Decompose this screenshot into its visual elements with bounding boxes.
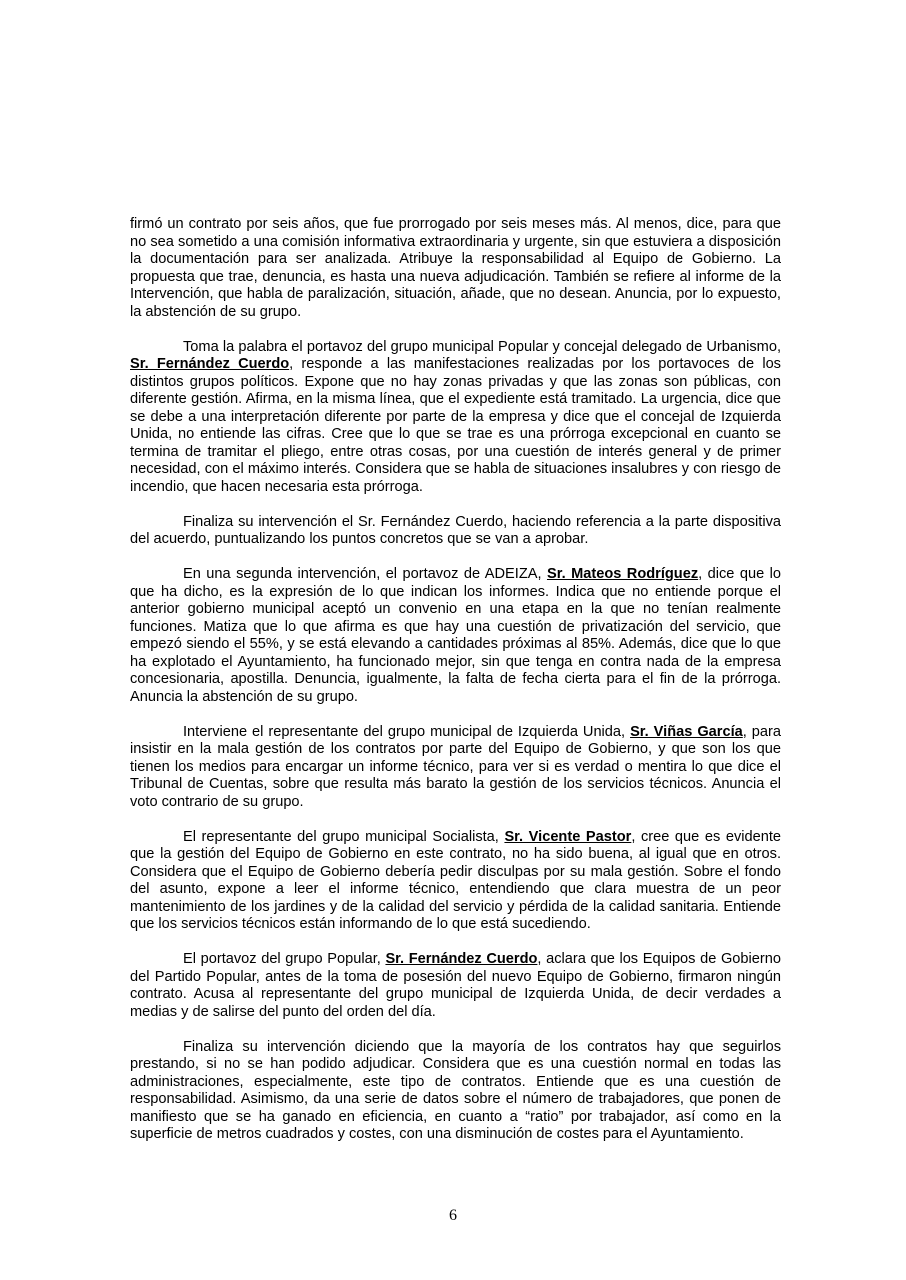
- speaker-name: Sr. Viñas García: [630, 723, 743, 740]
- paragraph-text: , dice que lo que ha dicho, es la expresión de lo que indican los informes. Indica que no entiende porque el anterior gobierno municipal aceptó un convenio en una etapa en la que no tenían realmente funciones. Matiza que lo que afirma es que hay una cuestión de privatización del servicio, que empezó siendo el 55%, y se está elevando a cantidades próximas al 85%. Además, dice que lo que ha explotado el Ayuntamiento, ha funcionado mejor, sin que tenga en contra nada de la empresa concesionaria, apostilla. Denuncia, igualmente, la falta de fecha cierta para el fin de la prórroga. Anuncia la abstención de su grupo.: [130, 566, 781, 705]
- paragraph-text: , aclara que los Equipos de Gobierno del Partido Popular, antes de la toma de posesión del nuevo Equipo de Gobierno, firmaron ningún contrato. Acusa al representante del grupo municipal de Izquierda Unida, de decir verdades a medias y de salirse del punto del orden del día.: [130, 951, 781, 1020]
- paragraph-text: Toma la palabra el portavoz del grupo municipal Popular y concejal delegado de Urbanismo,: [183, 338, 781, 355]
- paragraph-text: Interviene el representante del grupo municipal de Izquierda Unida,: [183, 723, 631, 740]
- speaker-name: Sr. Mateos Rodríguez: [546, 566, 699, 582]
- paragraph-fernandez-cuerdo-3: [130, 951, 781, 1021]
- document-body: [130, 216, 781, 1161]
- paragraph-text: El portavoz del grupo Popular,: [183, 951, 386, 967]
- paragraph-fernandez-cuerdo-1: [130, 339, 781, 497]
- paragraph-fernandez-cuerdo-4: [130, 1039, 781, 1144]
- paragraph-text: El representante del grupo municipal Socialista,: [183, 828, 505, 845]
- speaker-name: Sr. Fernández Cuerdo: [385, 951, 538, 967]
- speaker-name: Sr. Fernández Cuerdo: [130, 356, 290, 372]
- paragraph-mateos-rodriguez: [130, 566, 781, 706]
- paragraph-text: firmó un contrato por seis años, que fue prorrogado por seis meses más. Al menos, dice, para que no sea sometido a una comisión informativa extraordinaria y urgente, sin que estuviera a disposición la documentación para ser analizada. Atribuye la responsabilidad al Equipo de Gobierno. La propuesta que trae, denuncia, es hasta una nueva adjudicación. También se refiere al informe de la Intervención, que habla de paralización, situación, añade, que no desean. Anuncia, por lo expuesto, la abstención de su grupo.: [130, 216, 781, 320]
- paragraph-text: , para insistir en la mala gestión de los contratos por parte del Equipo de Gobierno, y que son los que tienen los medios para encargar un informe técnico, para ver si es verdad o mentira lo que dice el Tribunal de Cuentas, sobre que resulta más barato la gestión de los servicios técnicos. Anuncia el voto contrario de su grupo.: [130, 723, 781, 810]
- paragraph-text: Finaliza su intervención el Sr. Fernández Cuerdo, haciendo referencia a la parte dispositiva del acuerdo, puntualizando los puntos concretos que se van a aprobar.: [130, 513, 781, 547]
- paragraph-continuation: [130, 216, 781, 321]
- paragraph-text: Finaliza su intervención diciendo que la mayoría de los contratos hay que seguirlos prestando, si no se han podido adjudicar. Considera que es una cuestión normal en todas las administraciones, especialmente, este tipo de contratos. Entiende que es una cuestión de responsabilidad. Asimismo, da una serie de datos sobre el número de trabajadores, que ponen de manifiesto que se ha ganado en eficiencia, en cuanto a “ratio” por trabajador, así como en la superficie de metros cuadrados y costes, con una disminución de costes para el Ayuntamiento.: [130, 1038, 781, 1142]
- speaker-name: Sr. Vicente Pastor: [504, 828, 632, 845]
- paragraph-text: , cree que es evidente que la gestión del Equipo de Gobierno en este contrato, no ha sido buena, al igual que en otros. Considera que el Equipo de Gobierno debería pedir disculpas por su mala gestión. Sobre el fondo del asunto, expone a leer el informe técnico, entendiendo que clara muestra de un peor mantenimiento de los jardines y de la calidad del servicio y pérdida de la calidad sanitaria. Entiende que los servicios técnicos están informando de lo que está sucediendo.: [130, 828, 782, 932]
- paragraph-fernandez-cuerdo-2: [130, 514, 781, 549]
- paragraph-vicente-pastor: [130, 829, 781, 934]
- page-number: 6: [449, 1207, 457, 1224]
- paragraph-text: , responde a las manifestaciones realizadas por los portavoces de los distintos grupos políticos. Expone que no hay zonas privadas y que las zonas son públicas, con diferente gestión. Afirma, en la misma línea, que el expediente está tramitado. La urgencia, dice que se debe a una interpretación diferente por parte de la empresa y dice que el concejal de Izquierda Unida, no entiende las cifras. Cree que lo que se trae es una prórroga excepcional en cuanto se termina de tramitar el pliego, entre otras cosas, por una cuestión de interés general y de primer necesidad, con el máximo interés. Considera que se habla de situaciones insalubres y con riesgo de incendio, que hacen necesaria esta prórroga.: [130, 356, 781, 495]
- paragraph-text: En una segunda intervención, el portavoz de ADEIZA,: [183, 566, 547, 582]
- paragraph-vinas-garcia: [130, 724, 781, 812]
